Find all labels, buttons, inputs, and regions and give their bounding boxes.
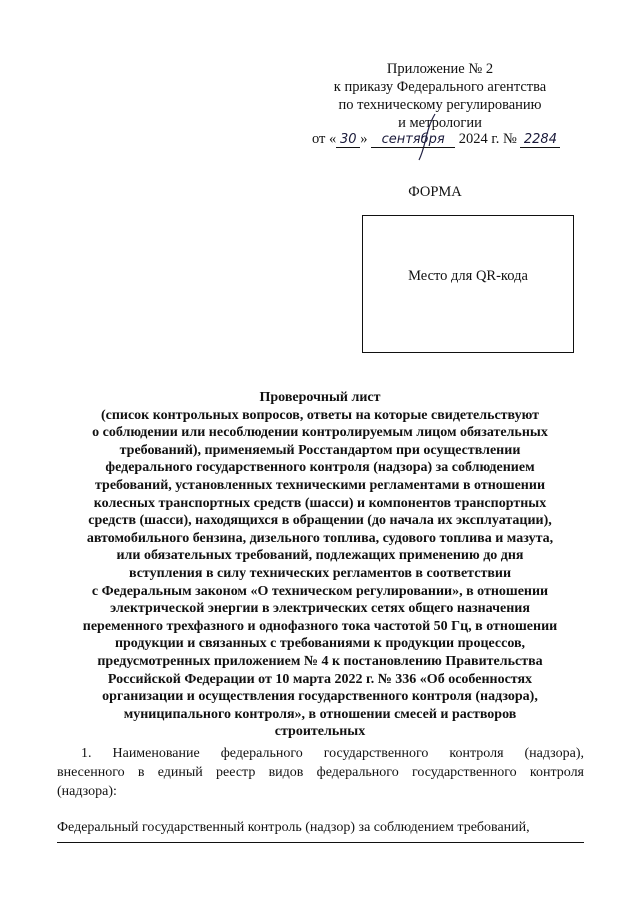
title-line: требований), применяемый Росстандартом при осуществлении xyxy=(119,442,521,458)
appendix-agency-line-end: и метрологии xyxy=(398,115,482,131)
title-line: требований, установленных техническими регламентами в отношении xyxy=(94,477,546,493)
title-line: Российской Федерации от 10 марта 2022 г. № 336 «Об особенностях xyxy=(107,671,533,687)
title-line: Проверочный лист xyxy=(259,390,381,405)
title-line: или обязательных требований, подлежащих применению до дня xyxy=(116,548,524,564)
order-day: 30 xyxy=(336,132,360,148)
checklist-title xyxy=(55,389,585,741)
appendix-agency-line: по техническому регулированию xyxy=(338,97,542,113)
title-line: с Федеральным законом «О техническом регулировании», в отношении xyxy=(91,583,549,599)
title-line: федерального государственного контроля (надзора) за соблюдением xyxy=(105,460,535,476)
title-line: колесных транспортных средств (шасси) и компонентов транспортных xyxy=(93,495,547,511)
title-line: (список контрольных вопросов, ответы на которые свидетельствуют xyxy=(100,407,540,423)
section-1-paragraph xyxy=(57,744,584,801)
title-line: о соблюдении или несоблюдении контролируемым лицом обязательных xyxy=(92,425,548,441)
title-line: строительных xyxy=(274,724,366,740)
qr-code-label: Место для QR-кода xyxy=(408,268,528,284)
qr-code-placeholder xyxy=(362,215,574,353)
title-line: продукции и связанных с требованиями к продукции процессов, xyxy=(114,636,526,652)
title-line: автомобильного бензина, дизельного топлива, судового топлива и мазута, xyxy=(86,530,554,546)
title-line: электрической энергии в электрических сетях общего назначения xyxy=(110,601,530,617)
order-date-line xyxy=(312,131,560,148)
title-line: средств (шасси), находящихся в обращении (до начала их эксплуатации), xyxy=(88,513,552,529)
answer-underline xyxy=(57,842,584,843)
title-line: муниципального контроля», в отношении смесей и растворов xyxy=(123,706,517,722)
order-month: сентября xyxy=(371,132,455,148)
control-name-answer: Федеральный государственный контроль (надзор) за соблюдением требований, xyxy=(57,820,530,835)
title-line: организации и осуществления государственного контроля (надзора), xyxy=(102,689,538,705)
order-quote: » xyxy=(360,131,368,147)
order-prefix: от « xyxy=(312,131,337,147)
title-line: предусмотренных приложением № 4 к постановлению Правительства xyxy=(97,653,543,669)
appendix-order-ref: к приказу Федерального агентства xyxy=(333,79,547,95)
title-line: переменного трехфазного и однофазного тока частотой 50 Гц, в отношении xyxy=(82,618,558,634)
form-label: ФОРМА xyxy=(408,184,462,200)
appendix-title: Приложение № 2 xyxy=(386,61,494,77)
section-1-line: (надзора): xyxy=(57,784,117,799)
order-year: 2024 г. № xyxy=(458,131,517,147)
title-line: вступления в силу технических регламентов в соответствии xyxy=(128,565,512,581)
order-number: 2284 xyxy=(520,132,560,148)
section-1-line: 1. Наименование федерального государственного контроля (надзора), xyxy=(81,746,584,761)
section-1-line: внесенного в единый реестр видов федерального государственного контроля xyxy=(57,765,584,780)
